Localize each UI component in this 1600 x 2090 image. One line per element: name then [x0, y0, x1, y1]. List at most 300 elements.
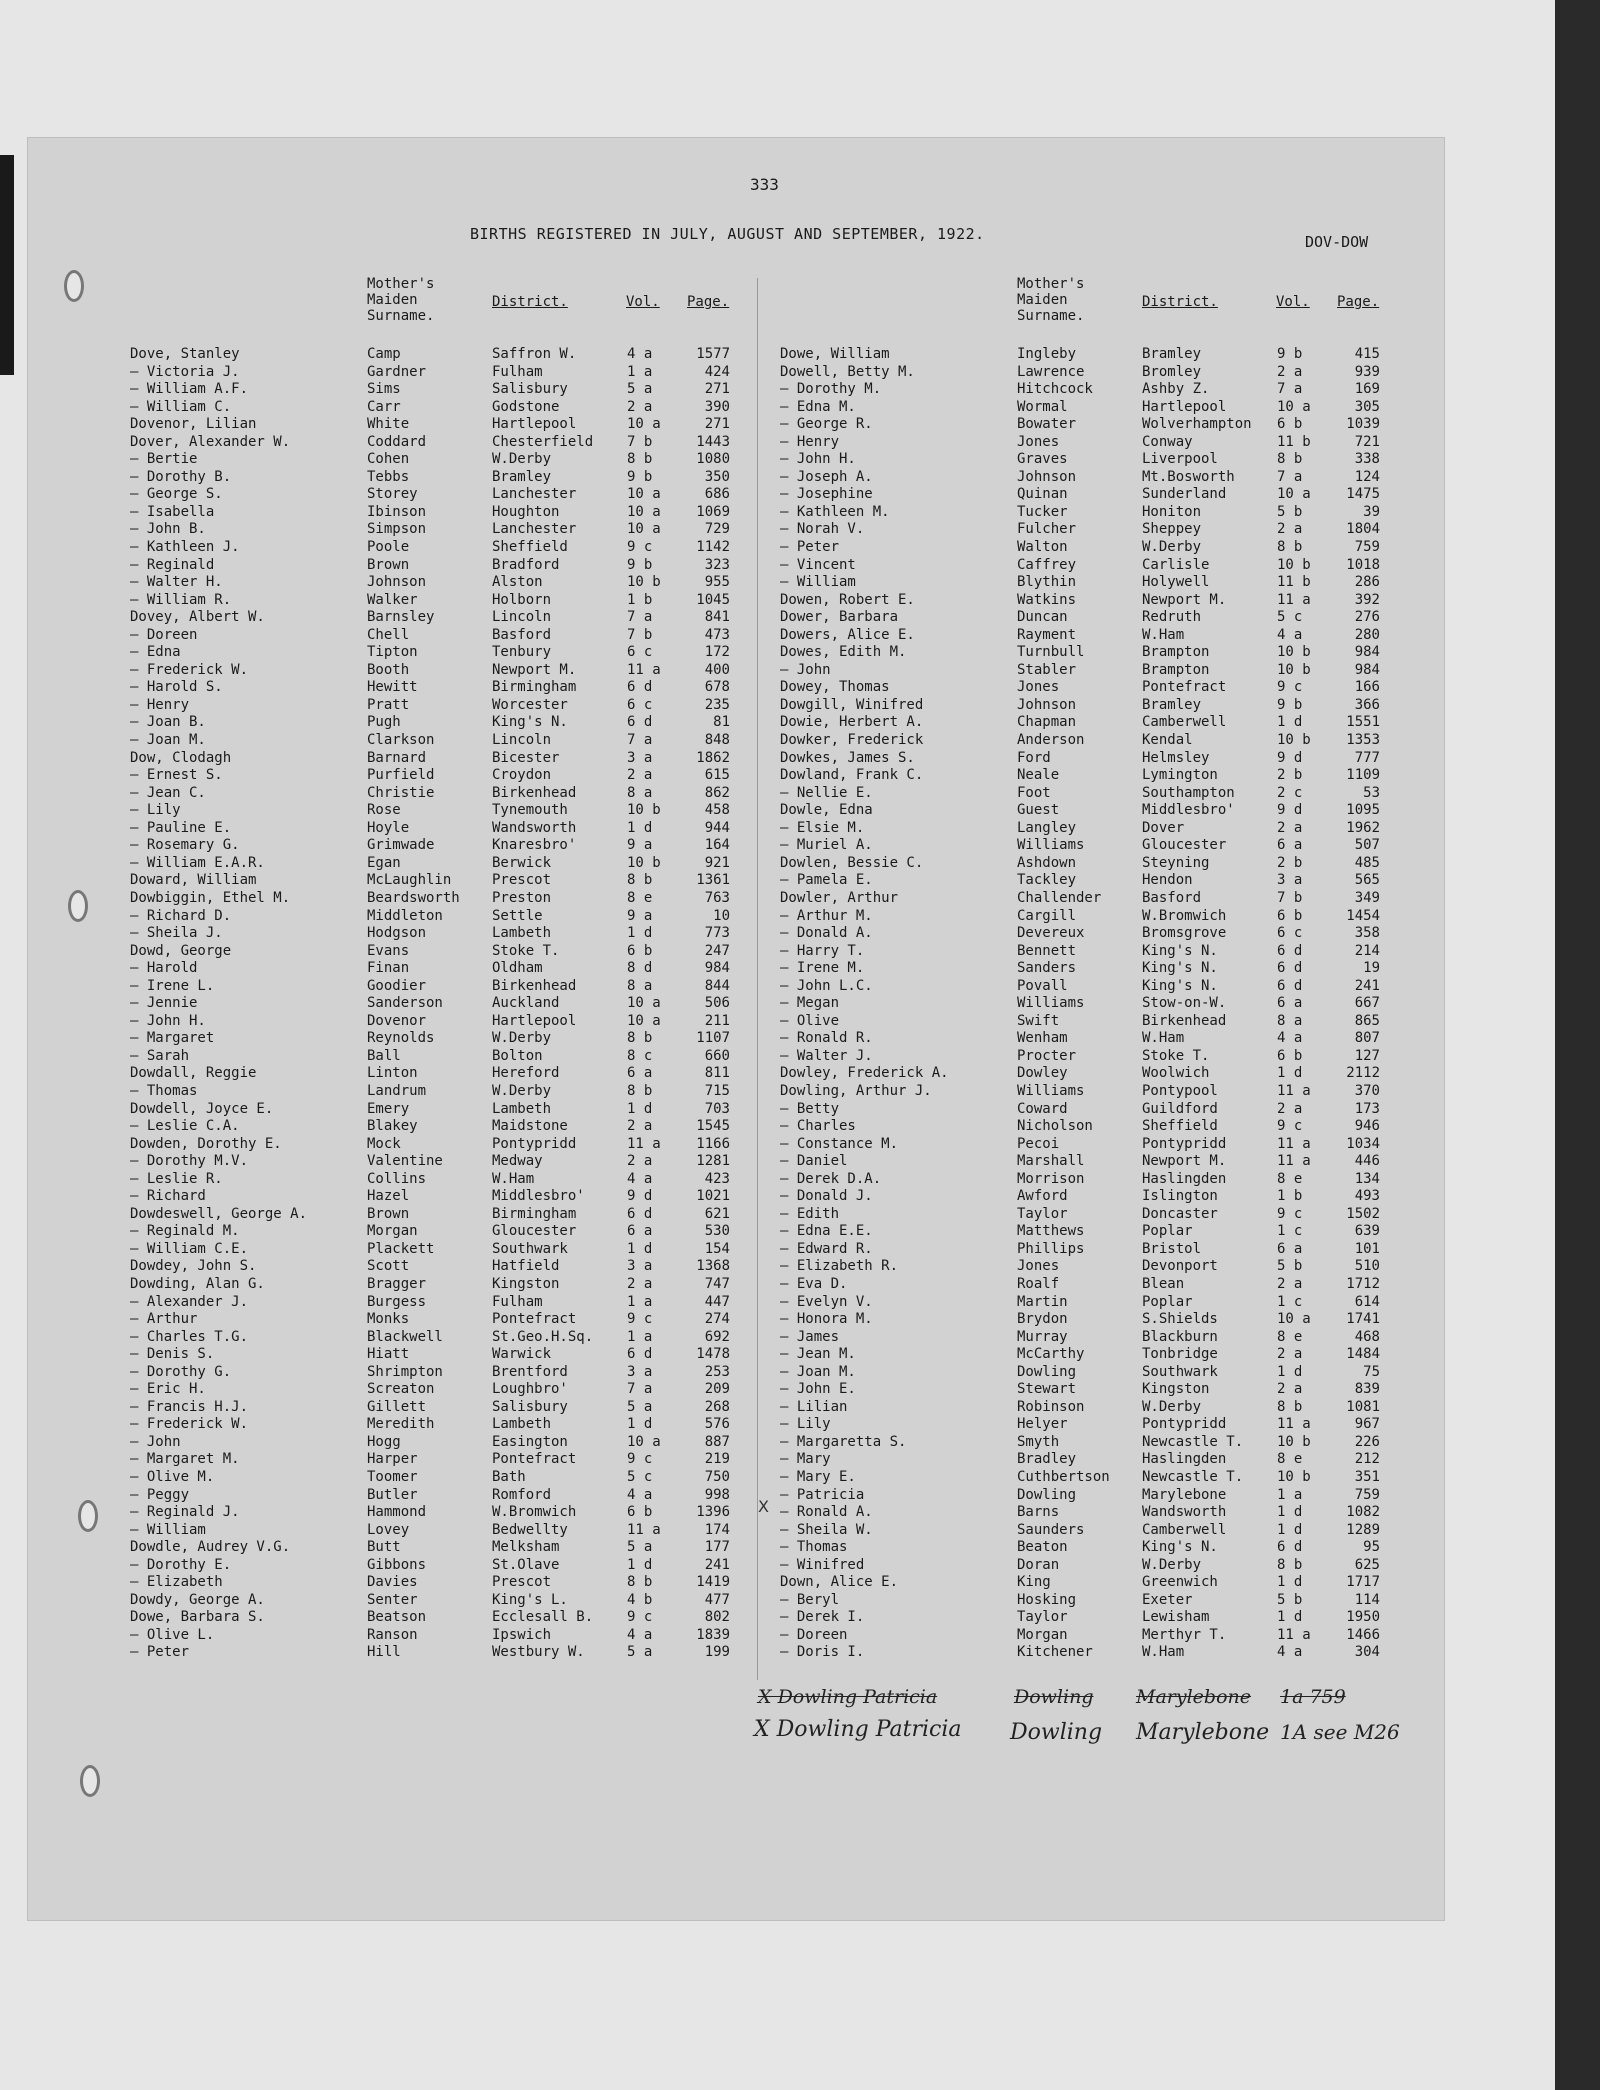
- page-ref: 811: [704, 1065, 730, 1082]
- district: Honiton: [1142, 503, 1202, 520]
- entry-name: Dowley, Frederick A.: [780, 1065, 949, 1082]
- mothers-maiden-surname: Senter: [367, 1591, 418, 1608]
- margin-x-mark: X: [758, 1497, 769, 1516]
- volume: 8 e: [1277, 1170, 1303, 1187]
- page-ref: 1081: [1346, 1398, 1380, 1415]
- district: Steyning: [1142, 854, 1210, 871]
- volume: 6 b: [627, 942, 653, 959]
- page-ref: 485: [1354, 854, 1380, 871]
- district: Pontypridd: [492, 1135, 577, 1152]
- mothers-maiden-surname: Turnbull: [1017, 644, 1085, 661]
- volume: 8 b: [1277, 1556, 1303, 1573]
- entry-name: Dowgill, Winifred: [780, 696, 924, 713]
- mothers-maiden-surname: Johnson: [1017, 468, 1077, 485]
- mothers-maiden-surname: Shrimpton: [367, 1363, 443, 1380]
- page-header: Page.: [687, 294, 730, 310]
- volume: 2 a: [1277, 1381, 1303, 1398]
- district: Knaresbro': [492, 837, 577, 854]
- page-ref: 750: [704, 1469, 730, 1485]
- mothers-maiden-surname: Hewitt: [367, 679, 418, 696]
- district: Lambeth: [492, 1416, 552, 1433]
- mothers-maiden-surname: Gillett: [367, 1398, 427, 1415]
- volume: 10 a: [627, 486, 661, 503]
- mothers-maiden-surname: Stewart: [1017, 1381, 1077, 1398]
- volume: 9 c: [627, 539, 653, 556]
- district: King's N.: [492, 714, 568, 731]
- entry-name: — Harry T.: [780, 942, 865, 959]
- mothers-maiden-surname: Egan: [367, 854, 401, 871]
- mothers-maiden-surname: Morgan: [1017, 1626, 1068, 1643]
- volume: 1 d: [1277, 1521, 1303, 1538]
- entry-name: — Kathleen M.: [780, 503, 890, 520]
- mothers-maiden-surname: Sims: [367, 381, 401, 398]
- entry-name: Dowlen, Bessie C.: [780, 854, 924, 871]
- district: Sheffield: [492, 539, 568, 556]
- entry-name: — Evelyn V.: [780, 1293, 873, 1310]
- page-ref: 887: [704, 1433, 730, 1450]
- volume: 6 b: [1277, 1047, 1303, 1064]
- page-ref: 946: [1354, 1118, 1380, 1135]
- entry-name: — Margaretta S.: [780, 1433, 907, 1450]
- volume: 2 a: [1277, 1346, 1303, 1363]
- mothers-maiden-surname: Challender: [1017, 889, 1102, 906]
- page-ref: 1142: [696, 539, 730, 556]
- entry-name: — Derek D.A.: [780, 1170, 882, 1187]
- mothers-maiden-surname: Landrum: [367, 1082, 427, 1099]
- district: Bramley: [492, 468, 552, 485]
- district: Kingston: [492, 1275, 560, 1292]
- volume: 7 b: [627, 626, 653, 643]
- entry-name: — Edward R.: [780, 1240, 873, 1257]
- district: Worcester: [492, 696, 568, 713]
- page-ref: 366: [1354, 696, 1380, 713]
- volume: 4 a: [627, 1486, 653, 1503]
- district: Middlesbro': [492, 1188, 585, 1205]
- district: Brentford: [492, 1363, 568, 1380]
- volume: 11 a: [1277, 1153, 1311, 1170]
- entry-name: — Rosemary G.: [130, 837, 240, 854]
- page-ref: 447: [704, 1293, 730, 1310]
- page-ref: 1368: [696, 1258, 730, 1275]
- volume: 4 a: [1277, 626, 1303, 643]
- district: Bradford: [492, 556, 560, 573]
- page-ref: 305: [1354, 398, 1380, 415]
- entry-name: — John E.: [780, 1381, 856, 1398]
- page-ref: 625: [1354, 1556, 1380, 1573]
- entry-name: — Arthur M.: [780, 907, 873, 924]
- mothers-maiden-surname: Cargill: [1017, 907, 1077, 924]
- district: Birmingham: [492, 679, 577, 696]
- volume: 8 b: [1277, 539, 1303, 556]
- volume: 4 a: [1277, 1644, 1303, 1661]
- entry-name: Dovey, Albert W.: [130, 609, 265, 626]
- page-ref: 1396: [696, 1504, 730, 1521]
- page-ref: 1454: [1346, 907, 1380, 924]
- entry-name: — Sheila W.: [780, 1521, 873, 1538]
- mothers-maiden-surname: Barnard: [367, 749, 427, 766]
- page-ref: 154: [704, 1240, 730, 1257]
- mothers-maiden-surname: Bowater: [1017, 416, 1077, 433]
- volume: 10 a: [627, 503, 661, 520]
- entry-name: — Daniel: [780, 1153, 848, 1170]
- volume: 4 a: [1277, 1030, 1303, 1047]
- entry-name: — Elsie M.: [780, 819, 865, 836]
- entry-name: — Joan M.: [130, 732, 206, 749]
- entry-name: — Derek I.: [780, 1609, 865, 1626]
- mothers-maiden-surname: Ball: [367, 1047, 401, 1064]
- entry-name: — Ernest S.: [130, 767, 223, 784]
- volume: 9 b: [1277, 346, 1303, 362]
- mothers-maiden-surname: Blythin: [1017, 574, 1077, 591]
- district: Pontefract: [492, 1311, 577, 1328]
- district: W.Ham: [492, 1170, 535, 1187]
- mothers-maiden-surname: Pugh: [367, 714, 401, 731]
- page-ref: 10: [713, 907, 730, 924]
- mothers-maiden-surname: Bradley: [1017, 1451, 1077, 1468]
- page-ref: 268: [704, 1398, 730, 1415]
- district: Lambeth: [492, 925, 552, 942]
- district: Guildford: [1142, 1100, 1218, 1117]
- volume: 3 a: [627, 1363, 653, 1380]
- district: Southwark: [492, 1240, 568, 1257]
- district: Greenwich: [1142, 1574, 1218, 1591]
- volume: 4 a: [627, 1626, 653, 1643]
- entry-name: — Leslie R.: [130, 1170, 223, 1187]
- district: W.Derby: [492, 1082, 552, 1099]
- district: Fulham: [492, 1293, 543, 1310]
- mothers-maiden-surname: Stabler: [1017, 661, 1077, 678]
- mothers-maiden-surname: Johnson: [367, 574, 427, 591]
- mothers-maiden-surname: Cuthbertson: [1017, 1469, 1110, 1485]
- volume: 8 a: [627, 977, 653, 994]
- district: Romford: [492, 1486, 552, 1503]
- handwritten-district: Marylebone: [1136, 1720, 1270, 1745]
- district: Newport M.: [1142, 591, 1227, 608]
- entry-name: — Jennie: [130, 995, 198, 1012]
- district: Sunderland: [1142, 486, 1227, 503]
- district: Newport M.: [1142, 1153, 1227, 1170]
- district: Birkenhead: [492, 784, 577, 801]
- page-ref: 721: [1354, 433, 1380, 450]
- entry-name: — Peter: [780, 539, 840, 556]
- volume: 2 a: [1277, 521, 1303, 538]
- mothers-maiden-surname: Jones: [1017, 1258, 1060, 1275]
- mothers-maiden-surname: Rayment: [1017, 626, 1077, 643]
- page-ref: 844: [704, 977, 730, 994]
- page-ref: 247: [704, 942, 730, 959]
- entry-name: — Olive L.: [130, 1626, 215, 1643]
- district: Gloucester: [1142, 837, 1227, 854]
- page-ref: 458: [704, 802, 730, 819]
- entry-name: — Ronald A.: [780, 1504, 873, 1521]
- page-ref: 807: [1354, 1030, 1380, 1047]
- page-ref: 101: [1354, 1240, 1380, 1257]
- mothers-maiden-surname: Evans: [367, 942, 410, 959]
- district: Saffron W.: [492, 346, 577, 362]
- page-ref: 286: [1354, 574, 1380, 591]
- page-ref: 1712: [1346, 1275, 1380, 1292]
- volume: 8 d: [627, 960, 653, 977]
- page-ref: 921: [704, 854, 730, 871]
- scanner-edge: [1555, 0, 1600, 2090]
- volume: 11 a: [627, 661, 661, 678]
- volume: 1 c: [1277, 1223, 1303, 1240]
- entry-name: — Margaret: [130, 1030, 215, 1047]
- district: Maidstone: [492, 1118, 568, 1135]
- handwritten-ref: 1A see M26: [1280, 1720, 1400, 1744]
- district: Bolton: [492, 1047, 543, 1064]
- mothers-maiden-surname: Devereux: [1017, 925, 1085, 942]
- volume: 10 a: [627, 995, 661, 1012]
- entry-name: — Doris I.: [780, 1644, 865, 1661]
- entry-name: Dowdey, John S.: [130, 1258, 257, 1275]
- mothers-maiden-surname: Wormal: [1017, 398, 1068, 415]
- page-ref: 423: [704, 1170, 730, 1187]
- page-ref: 703: [704, 1100, 730, 1117]
- volume: 1 d: [627, 1240, 653, 1257]
- mothers-maiden-surname: Jones: [1017, 679, 1060, 696]
- mothers-maiden-header: Mother's Maiden Surname.: [367, 276, 435, 324]
- page-ref: 1741: [1346, 1311, 1380, 1328]
- entry-name: Dowler, Arthur: [780, 889, 899, 906]
- page-ref: 841: [704, 609, 730, 626]
- district: Sheffield: [1142, 1118, 1218, 1135]
- district: Newcastle T.: [1142, 1469, 1244, 1485]
- mothers-maiden-surname: Pecoi: [1017, 1135, 1060, 1152]
- volume: 8 c: [627, 1047, 653, 1064]
- entry-name: — William: [780, 574, 856, 591]
- entry-name: — Reginald: [130, 556, 215, 573]
- volume: 6 c: [1277, 925, 1303, 942]
- volume: 1 d: [627, 1556, 653, 1573]
- volume: 2 a: [1277, 819, 1303, 836]
- entry-name: — Harold: [130, 960, 198, 977]
- volume: 10 a: [627, 521, 661, 538]
- mothers-maiden-surname: Ibinson: [367, 503, 427, 520]
- entry-name: — Frederick W.: [130, 1416, 249, 1433]
- entry-name: Dowkes, James S.: [780, 749, 915, 766]
- volume: 2 a: [627, 1118, 653, 1135]
- district: Stoke T.: [1142, 1047, 1210, 1064]
- district: Houghton: [492, 503, 560, 520]
- page-ref: 323: [704, 556, 730, 573]
- volume: 8 e: [1277, 1451, 1303, 1468]
- entry-name: — Mary: [780, 1451, 831, 1468]
- entry-name: — Elizabeth: [130, 1574, 223, 1591]
- volume: 6 d: [627, 1205, 653, 1222]
- volume: 6 a: [1277, 837, 1303, 854]
- volume: 6 d: [627, 1346, 653, 1363]
- volume: 7 b: [627, 433, 653, 450]
- mothers-maiden-surname: Monks: [367, 1311, 410, 1328]
- volume: 5 a: [627, 1398, 653, 1415]
- entry-name: — Irene L.: [130, 977, 215, 994]
- entry-name: — Eva D.: [780, 1275, 848, 1292]
- page-ref: 177: [704, 1539, 730, 1556]
- mothers-maiden-surname: Grimwade: [367, 837, 435, 854]
- district: Bramley: [1142, 696, 1202, 713]
- mothers-maiden-surname: Screaton: [367, 1381, 435, 1398]
- volume: 2 a: [1277, 1100, 1303, 1117]
- entry-name: — Dorothy M.V.: [130, 1153, 249, 1170]
- volume: 7 a: [627, 1381, 653, 1398]
- mothers-maiden-surname: Langley: [1017, 819, 1077, 836]
- mothers-maiden-surname: Marshall: [1017, 1153, 1085, 1170]
- entry-name: — Joseph A.: [780, 468, 873, 485]
- page-ref: 667: [1354, 995, 1380, 1012]
- volume: 5 c: [627, 1469, 653, 1485]
- volume: 2 c: [1277, 784, 1303, 801]
- entry-name: Dowen, Robert E.: [780, 591, 915, 608]
- volume: 6 d: [1277, 960, 1303, 977]
- mothers-maiden-surname: Smyth: [1017, 1433, 1060, 1450]
- page-ref: 1353: [1346, 732, 1380, 749]
- volume: 3 a: [627, 749, 653, 766]
- volume: 8 b: [627, 1082, 653, 1099]
- mothers-maiden-surname: Blakey: [367, 1118, 418, 1135]
- volume: 5 b: [1277, 503, 1303, 520]
- page-ref: 1577: [696, 346, 730, 362]
- entry-name: — Edna: [130, 644, 181, 661]
- page-ref: 777: [1354, 749, 1380, 766]
- district: Doncaster: [1142, 1205, 1218, 1222]
- mothers-maiden-surname: Quinan: [1017, 486, 1068, 503]
- page-ref: 944: [704, 819, 730, 836]
- volume: 7 a: [1277, 468, 1303, 485]
- volume: 1 d: [1277, 714, 1303, 731]
- mothers-maiden-surname: Phillips: [1017, 1240, 1085, 1257]
- entry-name: Dovenor, Lilian: [130, 416, 257, 433]
- district: Southampton: [1142, 784, 1235, 801]
- handwritten-struck-ref: 1a 759: [1280, 1686, 1346, 1708]
- page-number: 333: [750, 175, 779, 194]
- page-ref: 280: [1354, 626, 1380, 643]
- page-ref: 358: [1354, 925, 1380, 942]
- handwritten-struck-maiden: Dowling: [1014, 1686, 1094, 1708]
- district: Devonport: [1142, 1258, 1218, 1275]
- volume: 6 c: [627, 696, 653, 713]
- entry-name: — Francis H.J.: [130, 1398, 249, 1415]
- entry-name: — Arthur: [130, 1311, 198, 1328]
- page-ref: 39: [1363, 503, 1380, 520]
- page-ref: 1475: [1346, 486, 1380, 503]
- district: Fulham: [492, 363, 543, 380]
- vol-header: Vol.: [1276, 294, 1310, 310]
- volume: 8 b: [627, 1030, 653, 1047]
- district: Wandsworth: [1142, 1504, 1227, 1521]
- volume: 1 d: [627, 819, 653, 836]
- mothers-maiden-surname: Murray: [1017, 1328, 1068, 1345]
- volume: 10 b: [1277, 556, 1311, 573]
- volume: 10 a: [1277, 1311, 1311, 1328]
- district: Basford: [1142, 889, 1202, 906]
- page-ref: 506: [704, 995, 730, 1012]
- district: Dover: [1142, 819, 1185, 836]
- volume: 10 a: [627, 416, 661, 433]
- mothers-maiden-surname: Watkins: [1017, 591, 1077, 608]
- page-ref: 212: [1354, 1451, 1380, 1468]
- mothers-maiden-surname: Hodgson: [367, 925, 427, 942]
- page-ref: 173: [1354, 1100, 1380, 1117]
- district: Wolverhampton: [1142, 416, 1252, 433]
- volume: 1 c: [1277, 1293, 1303, 1310]
- mothers-maiden-surname: Meredith: [367, 1416, 435, 1433]
- entry-name: — John: [780, 661, 831, 678]
- entry-name: — Sarah: [130, 1047, 190, 1064]
- mothers-maiden-surname: Robinson: [1017, 1398, 1085, 1415]
- entry-name: Dowdy, George A.: [130, 1591, 265, 1608]
- page-ref: 124: [1354, 468, 1380, 485]
- volume: 7 b: [1277, 889, 1303, 906]
- entry-name: Dow, Clodagh: [130, 749, 232, 766]
- entry-name: — Dorothy M.: [780, 381, 882, 398]
- district: W.Ham: [1142, 1644, 1185, 1661]
- volume: 10 a: [1277, 486, 1311, 503]
- district: Conway: [1142, 433, 1193, 450]
- district-header: District.: [1142, 294, 1218, 310]
- district: Chesterfield: [492, 433, 594, 450]
- district: Birkenhead: [492, 977, 577, 994]
- page-ref: 226: [1354, 1433, 1380, 1450]
- district: King's N.: [1142, 1539, 1218, 1556]
- district: Basford: [492, 626, 552, 643]
- mothers-maiden-surname: Morgan: [367, 1223, 418, 1240]
- entry-name: — George R.: [780, 416, 873, 433]
- binding-tab: [0, 155, 14, 375]
- mothers-maiden-surname: Dowley: [1017, 1065, 1068, 1082]
- mothers-maiden-surname: Foot: [1017, 784, 1051, 801]
- mothers-maiden-surname: Williams: [1017, 995, 1085, 1012]
- page-ref: 1804: [1346, 521, 1380, 538]
- page-ref: 166: [1354, 679, 1380, 696]
- mothers-maiden-surname: Rose: [367, 802, 401, 819]
- district: Westbury W.: [492, 1644, 585, 1661]
- district: W.Derby: [1142, 539, 1202, 556]
- entry-name: — John B.: [130, 521, 206, 538]
- district: Melksham: [492, 1539, 560, 1556]
- page-ref: 134: [1354, 1170, 1380, 1187]
- district: Settle: [492, 907, 543, 924]
- volume: 3 a: [1277, 872, 1303, 889]
- district: Ashby Z.: [1142, 381, 1210, 398]
- mothers-maiden-surname: Sanderson: [367, 995, 443, 1012]
- page-ref: 639: [1354, 1223, 1380, 1240]
- district: Poplar: [1142, 1223, 1193, 1240]
- mothers-maiden-surname: Beatson: [367, 1609, 427, 1626]
- page-ref: 729: [704, 521, 730, 538]
- district: King's N.: [1142, 942, 1218, 959]
- entry-name: — Muriel A.: [780, 837, 873, 854]
- volume: 2 a: [627, 398, 653, 415]
- mothers-maiden-surname: Ashdown: [1017, 854, 1077, 871]
- vol-header: Vol.: [626, 294, 660, 310]
- page-ref: 507: [1354, 837, 1380, 854]
- district: Hereford: [492, 1065, 560, 1082]
- district: Lincoln: [492, 609, 552, 626]
- district: Exeter: [1142, 1591, 1193, 1608]
- page-ref: 424: [704, 363, 730, 380]
- district: Bromsgrove: [1142, 925, 1227, 942]
- entry-name: — Nellie E.: [780, 784, 873, 801]
- mothers-maiden-surname: Nicholson: [1017, 1118, 1093, 1135]
- page-ref: 1069: [696, 503, 730, 520]
- volume: 11 a: [627, 1135, 661, 1152]
- page-ref: 998: [704, 1486, 730, 1503]
- entry-name: Dowes, Edith M.: [780, 644, 907, 661]
- mothers-maiden-surname: Hiatt: [367, 1346, 410, 1363]
- entry-name: — John H.: [130, 1012, 206, 1029]
- volume: 8 e: [1277, 1328, 1303, 1345]
